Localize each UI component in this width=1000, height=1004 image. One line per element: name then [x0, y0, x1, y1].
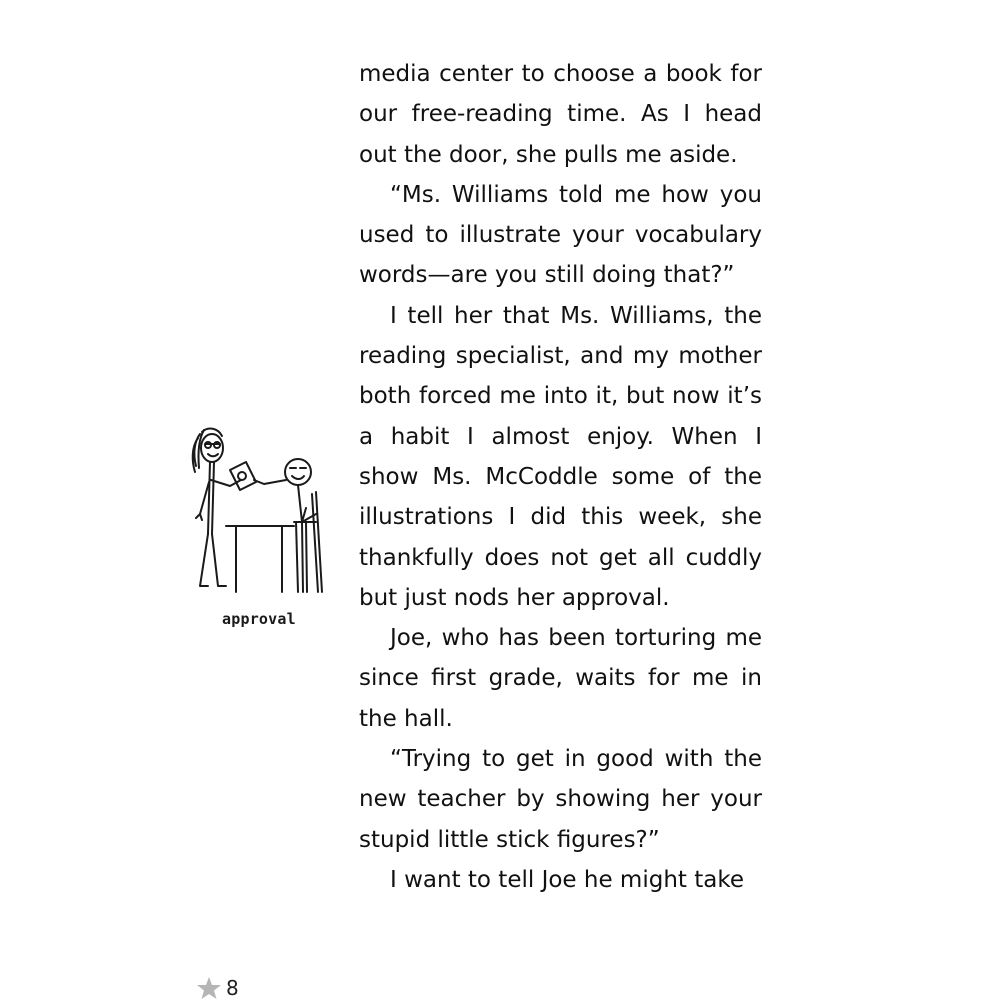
- stick-figures-approval-drawing: [186, 422, 336, 600]
- page-number: 8: [226, 976, 239, 1000]
- paragraph-dialogue-joe: “Trying to get in good with the new teacher by showing her your stupid little stick figures?”: [359, 746, 762, 853]
- page-footer: [196, 976, 239, 1000]
- paragraph-dialogue-teacher: “Ms. Williams told me how you used to illustrate your vocabulary words—are you still doing that?”: [359, 181, 762, 289]
- illustration-caption: approval: [222, 610, 296, 628]
- paragraph-narration-approval: I tell her that Ms. Williams, the reading specialist, and my mother both forced me into it, but now it’s a habit I almost enjoy. When I show Ms. McCoddle some of the illustrations I did this week, she thankfully does not get all cuddly but just nods her approval.: [359, 302, 762, 611]
- body-text: [359, 54, 762, 900]
- paragraph-continued: media center to choose a book for our free-reading time. As I head out the door, she pulls me aside.: [359, 61, 762, 168]
- paragraph-joe: Joe, who has been torturing me since first grade, waits for me in the hall.: [359, 625, 762, 732]
- star-icon: [196, 976, 222, 1000]
- paragraph-last: I want to tell Joe he might take: [390, 866, 744, 893]
